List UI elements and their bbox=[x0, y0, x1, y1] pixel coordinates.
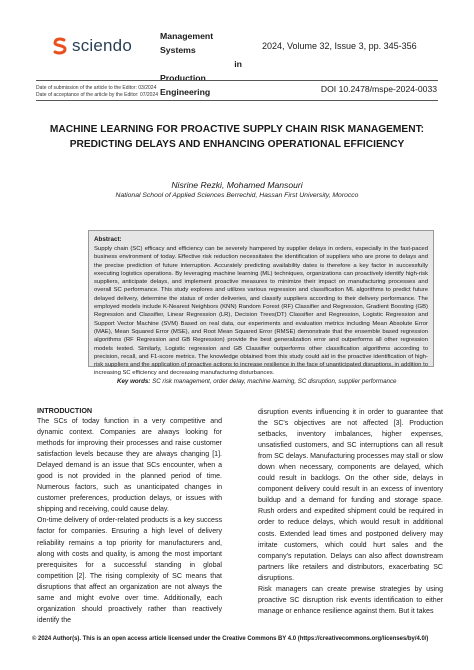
abstract-label: Abstract: bbox=[94, 236, 122, 243]
journal-name bbox=[160, 29, 246, 99]
body-paragraph: The SCs of today function in a very competitive and dynamic context. Companies are always looking for methods for improving their processes and raise customer satisfaction levels because they are always changing [1]. Delayed demand is an issue that SCs encounter, when a good is not provided in the planned period of time. Numerous factors, such as unanticipated changes in customer preferences, production delays, or issues with shipping and receiving, could cause delay. bbox=[37, 418, 222, 514]
article-title: MACHINE LEARNING FOR PROACTIVE SUPPLY CHAIN RISK MANAGEMENT: PREDICTING DELAYS AND ENHANCING OPERATIONAL EFFICIENCY bbox=[49, 124, 425, 150]
body-paragraph: On-time delivery of order-related products is a key success factor for companies. Ensuring a high level of delivery reliability remains a top priority for manufacturers and, along with costs and quality, is among the most important prerequisites for a successful standing in global competition [2]. The rising complexity of SC means that disruptions that affect an organization are not always the same and might evolve over time. Additionally, each organization should proactively rather than reactively identify the bbox=[37, 517, 222, 624]
doi[interactable]: DOI 10.2478/mspe-2024-0033 bbox=[320, 84, 437, 94]
keywords-label: Key words: bbox=[117, 378, 151, 385]
body-paragraph: disruption events influencing it in order to guarantee that the SC's objectives are not affected [3]. Production setbacks, inventory imbalances, higher expenses, unsatisfied customers, and SC interruptions can all result from SC delays. Manufacturing processes may stall or slow down when necessary, components are delayed, which could result in backlogs. On the other side, delays in component delivery could result in an excess of inventory buildup and a demand for funding and storage space. Rush orders and expedited shipment could be required in order to reduce delays, which would result in additional costs. Extended lead times and postponed delivery may irritate customers, which could hurt sales and the company's reputation. Delays can also affect downstream partners like retailers and distributors, exacerbating SC disruptions. bbox=[258, 409, 443, 582]
sciendo-logo-icon bbox=[52, 37, 68, 55]
affiliation: National School of Applied Sciences Berrechid, Hassan First University, Morocco bbox=[115, 192, 359, 199]
keywords-text: SC risk management, order delay, machine learning, SC disruption, supplier performance bbox=[152, 378, 397, 385]
publisher-logo bbox=[52, 36, 132, 56]
header-divider bbox=[36, 80, 438, 81]
section-heading: INTRODUCTION bbox=[37, 406, 93, 415]
journal-line: Production Engineering bbox=[160, 73, 211, 97]
body-paragraph: Risk managers can create prewise strategies by using proactive SC disruption risk events identification to either manage or enhance resilience against them. But it takes bbox=[258, 585, 443, 615]
volume-info: 2024, Volume 32, Issue 3, pp. 345-356 bbox=[262, 41, 417, 51]
abstract-text: Supply chain (SC) efficacy and efficiency can be severely hampered by supplier delays in orders, especially in the fast-paced business environment of today. Effective risk reduction necessitates the identification of suppliers who are prone to delays and the precise prediction of future interruption. Accurately predicting availability dates is therefore a key factor in successfully executing logistics operations. By leveraging machine learning (ML) techniques, organizations can proactively identify high-risk suppliers, anticipate delays, and implement proactive measures to minimize their impact on manufacturing processes and overall SC performance. This study explores and utilizes various regression and classification ML algorithms to predict future delayed delivery, determine the status of order deliveries, and classify suppliers according to their delivery performance. The employed models include K-Nearest Neighbors (KNN) Random Forest (RF) Classifier and Regression, Gradient Boosting (GB) Regression and Classifier, Linear Regression (LR), Decision Trees(DT) Classifier and Regression, Logistic Regression and Support Vector Machine (SVM) Based on real data, our experiments and evaluation metrics including Mean Absolute Error (MAE), Mean Squared Error (MSE), and Root Mean Squared Error (RMSE) demonstrate that the ensemble based regression algorithms (RF Regression and GB Regression) provide the best generalization error and outperforms all other regression models tested. Similarly, Logistic regression and GB Classifier outperforms other classification algorithms according to precision, recall, and F1-score metrics. The knowledge obtained from this study could aid in the proactive identification of high-risk suppliers and the application of proactive actions to increase resilience in the face of unanticipated disruptions, in addition to increasing SC efficiency and decreasing manufacturing disturbances. bbox=[94, 246, 428, 377]
publisher-name: sciendo bbox=[72, 36, 132, 55]
journal-line: in bbox=[234, 59, 242, 69]
authors: Nisrine Rezki, Mohamed Mansouri bbox=[171, 180, 303, 190]
body-column-right bbox=[258, 407, 443, 617]
submission-date: Date of submission of the article to the Editor: 03/2024 bbox=[36, 85, 157, 91]
journal-line: Management Systems bbox=[160, 31, 214, 55]
dates-divider bbox=[36, 100, 438, 101]
keywords bbox=[117, 378, 437, 386]
license-notice: © 2024 Author(s). This is an open access article licensed under the Creative Commons BY 4.0 (https://creativecommons.org/licenses/by/4.0/) bbox=[32, 636, 429, 642]
acceptance-date: Date of acceptance of the article by the Editor: 07/2024 bbox=[36, 92, 159, 98]
body-column-left bbox=[37, 405, 222, 626]
abstract-box bbox=[88, 230, 434, 377]
article-dates bbox=[36, 85, 158, 99]
